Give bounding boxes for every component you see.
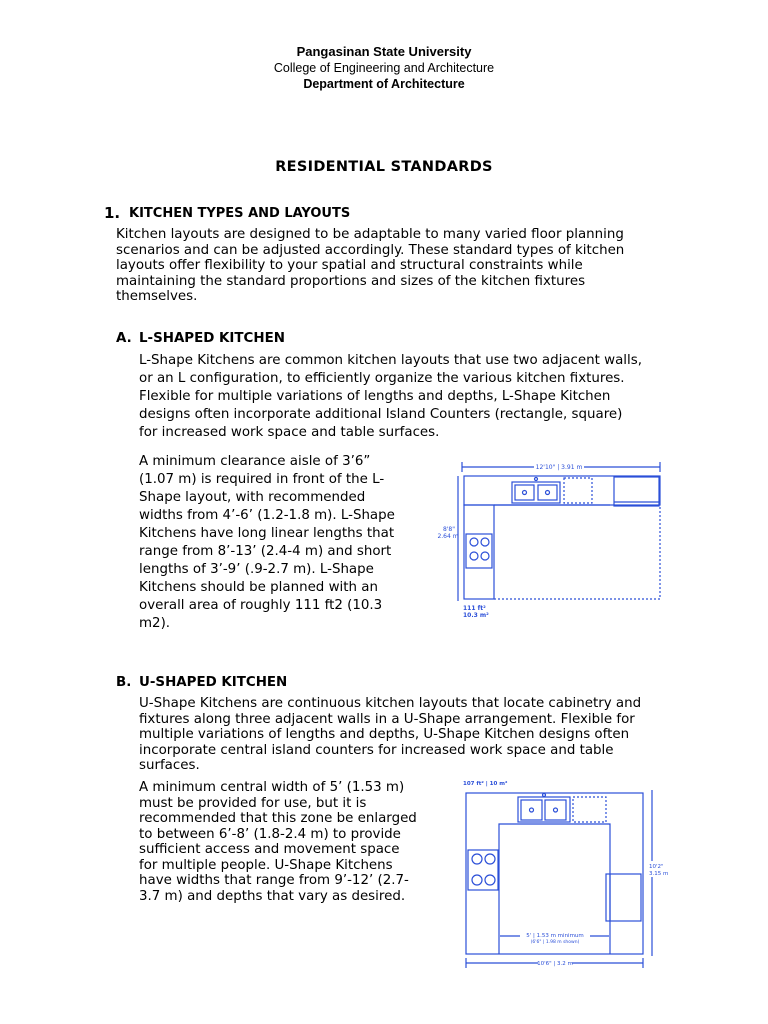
top-counter — [464, 476, 660, 505]
bottom-dimension-label: 10'6" | 3.2 m — [537, 961, 573, 967]
drain — [554, 808, 558, 812]
text-line: Flexible for multiple variations of lengths and depths, L-Shape Kitchen — [139, 389, 611, 404]
l-shape-kitchen-plan — [434, 456, 674, 626]
document-title: RESIDENTIAL STANDARDS — [275, 159, 493, 175]
text-line: Kitchens have long linear lengths that — [139, 526, 395, 541]
u-shape-description — [139, 696, 641, 774]
text-line: Kitchens should be planned with an — [139, 580, 378, 595]
text-line: U-Shape Kitchens are continuous kitchen layouts that locate cabinetry and — [139, 696, 642, 711]
u-shape-kitchen-plan — [458, 776, 678, 976]
text-line: maintaining the standard proportions and sizes of the kitchen fixtures — [116, 273, 586, 289]
burner — [472, 854, 482, 864]
faucet — [535, 478, 538, 481]
l-shape-clearance — [139, 453, 395, 633]
subsection-heading-a: L-SHAPED KITCHEN — [139, 331, 285, 346]
text-line: multiple variations of lengths and depths, U-Shape Kitchen designs often — [139, 727, 630, 742]
dishwasher — [573, 797, 606, 822]
text-line: scenarios and can be adjusted accordingly. These standard types of kitchen — [116, 242, 625, 258]
text-line: recommended that this zone be enlarged — [139, 811, 417, 826]
university-name: Pangasinan State University — [296, 44, 472, 59]
subsection-letter-a: A. — [116, 331, 132, 346]
drain — [530, 808, 534, 812]
u-shape-clearance — [139, 780, 417, 904]
side-dimension-label: 2.64 m — [437, 533, 459, 540]
text-line: Kitchen layouts are designed to be adaptable to many varied floor planning — [116, 227, 624, 242]
section-intro — [116, 227, 624, 305]
section-heading: KITCHEN TYPES AND LAYOUTS — [129, 206, 351, 221]
text-line: surfaces. — [139, 758, 200, 773]
text-line: for increased work space and table surfaces. — [139, 425, 440, 440]
burner — [481, 538, 489, 546]
text-line: must be provided for use, but it is — [139, 795, 367, 811]
faucet — [543, 794, 546, 797]
drain — [523, 491, 527, 495]
area-label: 107 ft² | 10 m² — [463, 781, 508, 787]
sink-bowl — [521, 800, 542, 820]
min-width-label: 5' | 1.53 m minimum — [526, 933, 584, 939]
burner — [470, 538, 478, 546]
burner — [481, 552, 489, 560]
drain — [546, 491, 550, 495]
text-line: layouts offer flexibility to your spatial and structural constraints while — [116, 258, 583, 273]
text-line: overall area of roughly 111 ft2 (10.3 — [139, 598, 383, 613]
burner — [485, 875, 495, 885]
text-line: A minimum clearance aisle of 3’6” — [139, 454, 371, 469]
text-line: for multiple people. U-Shape Kitchens — [139, 857, 393, 873]
side-dimension-label: 10'2" — [649, 864, 664, 870]
text-line: Shape layout, with recommended — [139, 490, 366, 505]
area-label: 10.3 m² — [463, 612, 489, 619]
burner — [472, 875, 482, 885]
area-label: 111 ft² — [463, 605, 486, 612]
text-line: 3.7 m) and depths that vary as desired. — [139, 888, 406, 904]
side-dimension-label: 3.15 m — [649, 871, 669, 877]
text-line: sufficient access and movement space — [139, 842, 400, 857]
text-line: L-Shape Kitchens are common kitchen layouts that use two adjacent walls, — [139, 353, 642, 368]
side-dimension-label: 8'8" — [442, 526, 456, 533]
text-line: A minimum central width of 5’ (1.53 m) — [139, 780, 405, 795]
dishwasher — [564, 478, 592, 503]
college-name: College of Engineering and Architecture — [273, 61, 495, 75]
text-line: widths from 4’-6’ (1.2-1.8 m). L-Shape — [139, 508, 395, 523]
text-line: lengths of 3’-9’ (.9-2.7 m). L-Shape — [139, 562, 374, 577]
section-number: 1. — [104, 204, 121, 222]
left-counter — [464, 505, 494, 599]
text-line: incorporate central island counters for increased work space and table — [139, 742, 614, 758]
text-line: themselves. — [116, 289, 198, 304]
double-sink — [518, 797, 570, 822]
text-line: to between 6’-8’ (1.8-2.4 m) to provide — [139, 826, 401, 842]
text-line: fixtures along three adjacent walls in a U-Shape arrangement. Flexible for — [139, 711, 635, 727]
refrigerator — [606, 874, 641, 921]
burner — [470, 552, 478, 560]
sink-bowl — [545, 800, 566, 820]
text-line: have widths that range from 9’-12’ (2.7- — [139, 873, 409, 888]
sink-bowl — [515, 485, 534, 500]
min-width-note: (6'6" | 1.98 m shown) — [530, 940, 580, 945]
text-line: m2). — [139, 616, 171, 631]
subsection-letter-b: B. — [116, 675, 132, 690]
l-shape-description — [139, 352, 642, 442]
clearance-area — [494, 506, 660, 599]
text-line: designs often incorporate additional Island Counters (rectangle, square) — [139, 407, 623, 422]
top-dimension-label: 12'10" | 3.91 m — [535, 464, 583, 471]
sink-bowl — [538, 485, 557, 500]
burner — [485, 854, 495, 864]
text-line: or an L configuration, to efficiently organize the various kitchen fixtures. — [139, 371, 625, 386]
subsection-heading-b: U-SHAPED KITCHEN — [139, 675, 288, 690]
text-line: range from 8’-13’ (2.4-4 m) and short — [139, 544, 392, 559]
department-name: Department of Architecture — [303, 77, 465, 91]
text-line: (1.07 m) is required in front of the L- — [139, 472, 385, 487]
